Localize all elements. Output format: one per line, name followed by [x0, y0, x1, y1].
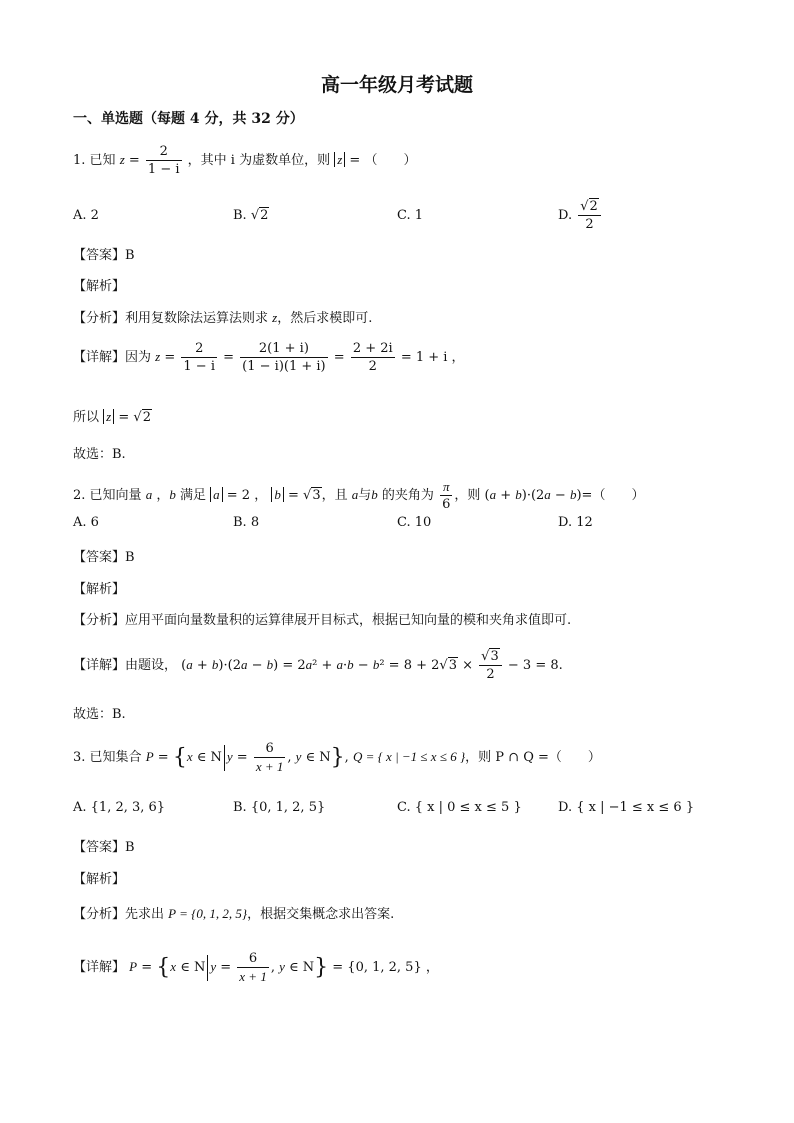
question-3: 3. 已知集合 P = {x ∈ N y = $\frac{6}{x + 1}$ , y ∈ N}, Q = { x | −1 ≤ x ≤ 6 }，则 P ∩ Q =（ ） [73, 741, 601, 774]
q1-answer: 【答案】B [73, 248, 135, 263]
q3-analysis-label: 【解析】 [73, 872, 126, 887]
q1-option-b: B. √2 [233, 208, 269, 223]
q2-answer: 【答案】B [73, 550, 135, 565]
q3-answer: 【答案】B [73, 840, 135, 855]
q2-option-b: B. 8 [233, 515, 260, 530]
q3-option-a: A. {1, 2, 3, 6} [73, 800, 166, 815]
q1-option-d: D. $\frac{√2}{2}$ [558, 198, 603, 233]
q2-detail: 【详解】由题设， (a + b)·(2a − b) = 2a² + a·b − b² = 8 + 2√3 × $\frac{√3}{2}$ − 3 = 8. [73, 649, 563, 682]
q1-analysis-label: 【解析】 [73, 279, 126, 294]
page-title: 高一年级月考试题 [320, 74, 473, 96]
q2-option-d: D. 12 [558, 515, 593, 530]
q1-so: 所以 z = √2 [73, 409, 151, 425]
q3-fenxi: 【分析】先求出 P = {0, 1, 2, 5}，根据交集概念求出答案. [73, 906, 395, 922]
section-header: 一、单选题（每题 4 分，共 32 分） [73, 111, 304, 127]
q1-num: 1. 已知 [73, 153, 116, 168]
q2-pick: 故选：B. [73, 707, 126, 722]
q3-option-d: D. { x | −1 ≤ x ≤ 6 } [558, 800, 695, 815]
q2-option-a: A. 6 [73, 515, 99, 530]
q2-analysis-label: 【解析】 [73, 582, 126, 597]
question-2: 2. 已知向量 a ，b 满足 a = 2 ， b = √3，且 a与b 的夹角为 $\frac{\pi}{6}$ ，则 (a + b)·(2a − b)=（ ） [73, 479, 645, 512]
question-1: 1. 已知 z = $\frac{2}{1 - i}$ ，其中 i 为虚数单位，则 z = （ ） [73, 144, 417, 177]
q3-detail: 【详解】 P = {x ∈ N y = $\frac{6}{x + 1}$ , y ∈ N} = {0, 1, 2, 5} ， [73, 951, 439, 984]
q1-fraction: $\frac{2}{1 - i}$ [147, 144, 180, 177]
q1-option-a: A. 2 [73, 208, 99, 223]
q1-pick: 故选：B. [73, 447, 126, 462]
q3-option-b: B. {0, 1, 2, 5} [233, 800, 326, 815]
q1-option-c: C. 1 [397, 208, 424, 223]
q1-fenxi: 【分析】利用复数除法运算法则求 z，然后求模即可. [73, 310, 373, 326]
q2-fenxi: 【分析】应用平面向量数量积的运算律展开目标式，根据已知向量的模和夹角求值即可. [73, 613, 572, 628]
q3-option-c: C. { x | 0 ≤ x ≤ 5 } [397, 800, 522, 815]
q2-option-c: C. 10 [397, 515, 432, 530]
q1-detail: 【详解】因为 z = $\frac{2}{1 - i}$ = $\frac{2(1 + i)}{(1 - i)(1 + i)}$ = $\frac{2 + 2i}{2}$ = 1 + i ， [73, 341, 465, 374]
